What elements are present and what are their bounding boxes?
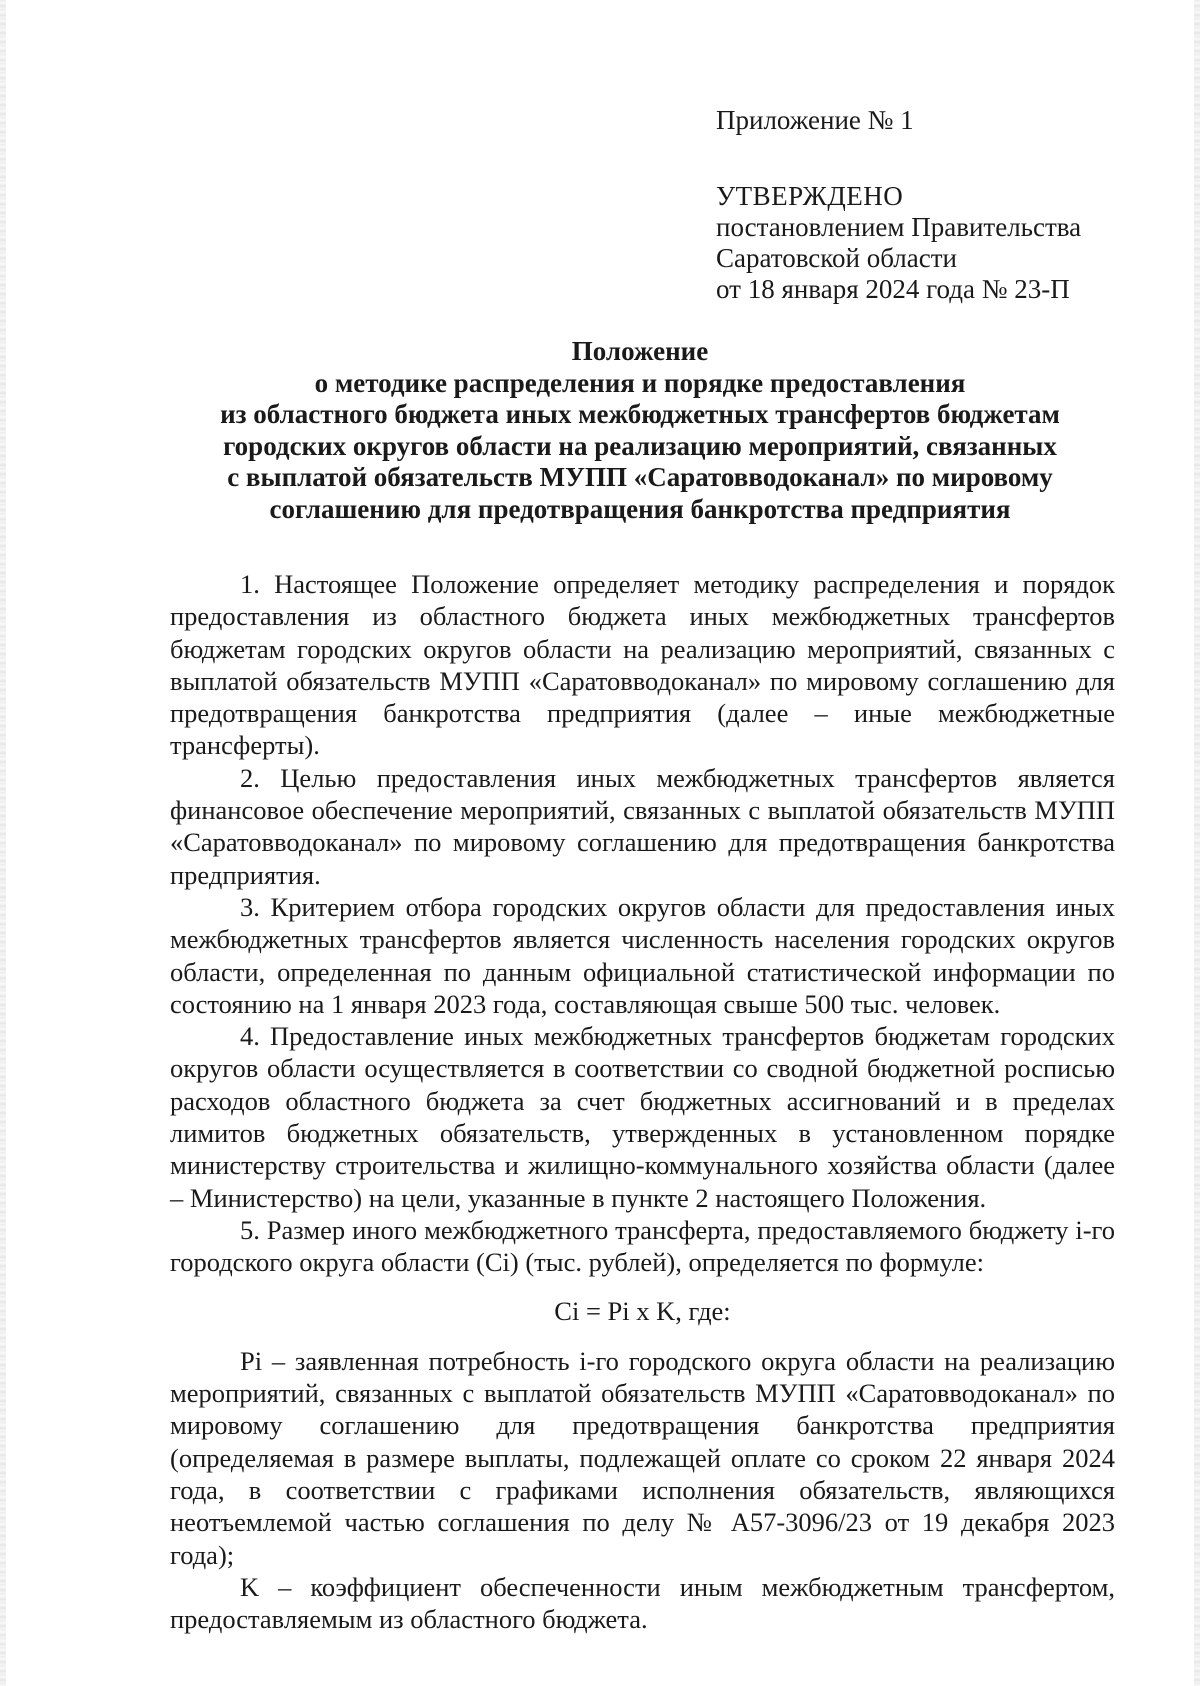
formula: Ci = Pi x K, где: — [554, 1295, 731, 1326]
document-body — [170, 568, 1115, 1636]
approval-block — [716, 105, 1081, 305]
scan-edge-right — [1194, 0, 1200, 1686]
paragraph-4: 4. Предоставление иных межбюджетных трансфертов бюджетам городских округов области осуществляется в соответствии со сводной бюджетной росписью расходов областного бюджета за счет бюджетных ассигнований и в пределах лимитов бюджетных обязательств, утвержденных в установленном порядке министерству строительства и жилищно-коммунального хозяйства области (далее – Министерство) на цели, указанные в пункте 2 настоящего Положения. — [170, 1021, 1115, 1213]
title-line: соглашению для предотвращения банкротства предприятия — [269, 493, 1011, 524]
title-line: из областного бюджета иных межбюджетных трансфертов бюджетам — [220, 399, 1060, 429]
title-line: с выплатой обязательств МУПП «Саратовводоканал» по мировому — [227, 462, 1053, 492]
appendix-number: Приложение № 1 — [716, 105, 914, 135]
paragraph-5: 5. Размер иного межбюджетного трансферта, предоставляемого бюджету i-го городского округа области (Ci) (тыс. рублей), определяется по формуле: — [170, 1214, 1115, 1278]
title-line: Положение — [571, 336, 709, 366]
document-title — [170, 336, 1110, 525]
scan-edge-left — [0, 0, 6, 1686]
title-line: городских округов области на реализацию мероприятий, связанных — [223, 430, 1057, 461]
approved-label: УТВЕРЖДЕНО — [716, 181, 904, 211]
definition-pi: Pi – заявленная потребность i-го городского округа области на реализацию мероприятий, связанных с выплатой обязательств МУПП «Саратовводоканал» по мировому соглашению для предотвращения банкротства предприятия (определяемая в размере выплаты, подлежащей оплате со сроком 22 января 2024 года, в соответствии с графиками исполнения обязательств, являющихся неотъемлемой частью соглашения по делу № А57-3096/23 от 19 декабря 2023 года); — [170, 1345, 1115, 1570]
approval-line-1: постановлением Правительства — [716, 212, 1082, 242]
approval-line-3: от 18 января 2024 года № 23-П — [716, 274, 1070, 304]
paragraph-3: 3. Критерием отбора городских округов области для предоставления иных межбюджетных трансфертов является численность населения городских округов области, определенная по данным официальной статистической информации по состоянию на 1 января 2023 года, составляющая свыше 500 тыс. человек. — [170, 891, 1115, 1019]
paragraph-1: 1. Настоящее Положение определяет методику распределения и порядок предоставления из областного бюджета иных межбюджетных трансфертов бюджетам городских округов области на реализацию мероприятий, связанных с выплатой обязательств МУПП «Саратовводоканал» по мировому соглашению для предотвращения банкротства предприятия (далее – иные межбюджетные трансферты). — [170, 569, 1115, 761]
title-line: о методике распределения и порядке предоставления — [314, 367, 966, 398]
paragraph-2: 2. Целью предоставления иных межбюджетных трансфертов является финансовое обеспечение мероприятий, связанных с выплатой обязательств МУПП «Саратовводоканал» по мировому соглашению для предотвращения банкротства предприятия. — [170, 762, 1115, 890]
approval-line-2: Саратовской области — [716, 243, 957, 273]
definition-k: K – коэффициент обеспеченности иным межбюджетным трансфертом, предоставляемым из областного бюджета. — [170, 1571, 1115, 1635]
